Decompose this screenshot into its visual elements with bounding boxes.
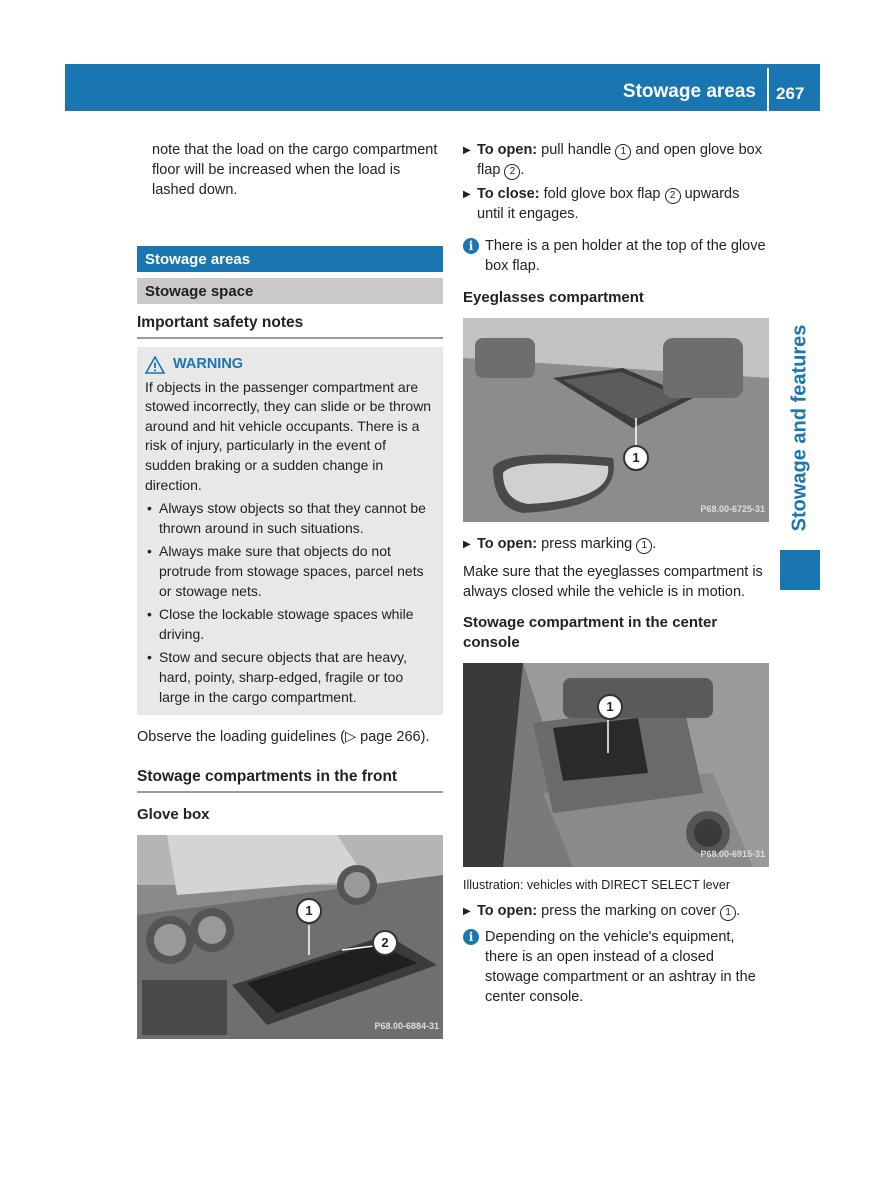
warning-bullet (145, 605, 435, 644)
header-title: Stowage areas (622, 81, 756, 102)
page-number: 267 (776, 84, 805, 103)
eyeglasses-illustration (463, 318, 769, 522)
console-equipment-note (463, 927, 769, 1007)
bullet-dot: • (147, 606, 152, 623)
callout-ref: 1 (615, 144, 631, 160)
chapter-marker-block (780, 550, 820, 590)
warning-bullet-text: Stow and secure objects that are heavy, hard, pointy, sharp-edged, fragile or too large in the cargo compartment. (159, 649, 407, 705)
warning-bullet-text: Close the lockable stowage spaces while driving. (159, 606, 414, 642)
callout-ref: 1 (636, 538, 652, 554)
left-column (137, 140, 443, 1039)
eyeglasses-photo-code: P68.00-6725-31 (700, 504, 765, 514)
step-text: . (520, 162, 525, 178)
step-label: To close: (477, 186, 540, 202)
header-divider (767, 68, 769, 111)
callout-ref: 2 (504, 164, 520, 180)
eyeglasses-heading: Eyeglasses compartment (463, 289, 644, 306)
console-equipment-note-text: Depending on the vehicle's equipment, there is an open instead of a closed stowage compartment or an ashtray in the center console. (485, 929, 756, 1005)
info-icon: i (463, 238, 479, 254)
section-title: Stowage areas (137, 246, 443, 272)
loading-guidelines-text: Observe the loading guidelines (▷ page 266). (137, 729, 430, 746)
warning-bullet-text: Always stow objects so that they cannot be thrown around in such situations. (159, 500, 426, 536)
open-console-step (463, 901, 769, 922)
warning-box (137, 347, 443, 715)
intro-paragraph: note that the load on the cargo compartment floor will be increased when the load is lashed down. (152, 142, 438, 198)
center-console-photo-code: P68.00-6915-31 (700, 849, 765, 859)
open-eyeglasses-step (463, 534, 769, 555)
chapter-side-tab (780, 310, 820, 546)
bullet-dot: • (147, 543, 152, 560)
right-column (463, 140, 769, 1007)
info-icon: i (463, 929, 479, 945)
subsection-title: Stowage space (137, 278, 443, 304)
step-text: . (736, 903, 741, 919)
open-glove-step (463, 140, 769, 180)
glove-box-photo-code: P68.00-6884-31 (374, 1021, 439, 1032)
callout-ref: 1 (720, 905, 736, 921)
chapter-side-tab-label: Stowage and features (788, 324, 811, 532)
step-text: press marking (541, 536, 633, 552)
warning-title-text: WARNING (173, 356, 244, 372)
step-text: pull handle (541, 142, 612, 158)
pen-holder-note-text: There is a pen holder at the top of the glove box flap. (485, 238, 766, 274)
page-header (65, 64, 820, 111)
warning-title (145, 355, 435, 375)
step-text: upwards until it engages. (477, 186, 740, 222)
warning-bullet-text: Always make sure that objects do not protrude from stowage spaces, parcel nets or stowage nets. (159, 543, 424, 599)
safety-notes-heading: Important safety notes (137, 313, 443, 339)
front-compartments-heading: Stowage compartments in the front (137, 767, 443, 793)
pen-holder-note (463, 236, 769, 276)
center-console-callout-1: 1 (597, 694, 623, 720)
eyeglasses-photo (463, 318, 769, 522)
glove-box-illustration (137, 835, 443, 1039)
step-text: and open glove box flap (477, 142, 762, 178)
center-console-illustration (463, 663, 769, 867)
warning-bullet (145, 542, 435, 601)
eyeglasses-note: Make sure that the eyeglasses compartment is always closed while the vehicle is in motion. (463, 564, 763, 600)
center-console-caption: Illustration: vehicles with DIRECT SELECT lever (463, 878, 730, 892)
callout-ref: 2 (665, 188, 681, 204)
step-text: fold glove box flap (543, 186, 661, 202)
glove-box-photo (137, 835, 443, 1039)
step-label: To open: (477, 142, 538, 158)
glove-box-callout-1: 1 (296, 898, 322, 924)
eyeglasses-callout-1: 1 (623, 445, 649, 471)
glove-box-callout-2: 2 (372, 930, 398, 956)
step-text: press the marking on cover (541, 903, 717, 919)
step-label: To open: (477, 536, 538, 552)
warning-triangle-icon (145, 356, 165, 374)
step-arrow-icon: ▶ (463, 906, 471, 917)
glove-box-heading: Glove box (137, 806, 210, 824)
warning-body: If objects in the passenger compartment are stowed incorrectly, they can slide or be thrown around and hit vehicle occupants. There is a risk of injury, particularly in the event of sudden braking or a sudden change in direction. (145, 378, 432, 493)
step-arrow-icon: ▶ (463, 189, 471, 200)
step-text: . (652, 536, 657, 552)
bullet-dot: • (147, 649, 152, 666)
center-console-photo (463, 663, 769, 867)
step-arrow-icon: ▶ (463, 145, 471, 156)
warning-bullet (145, 499, 435, 538)
center-console-heading: Stowage compartment in the center console (463, 614, 718, 651)
step-arrow-icon: ▶ (463, 539, 471, 550)
close-glove-step (463, 184, 769, 224)
bullet-dot: • (147, 500, 152, 517)
warning-bullet (145, 648, 435, 707)
step-label: To open: (477, 903, 538, 919)
